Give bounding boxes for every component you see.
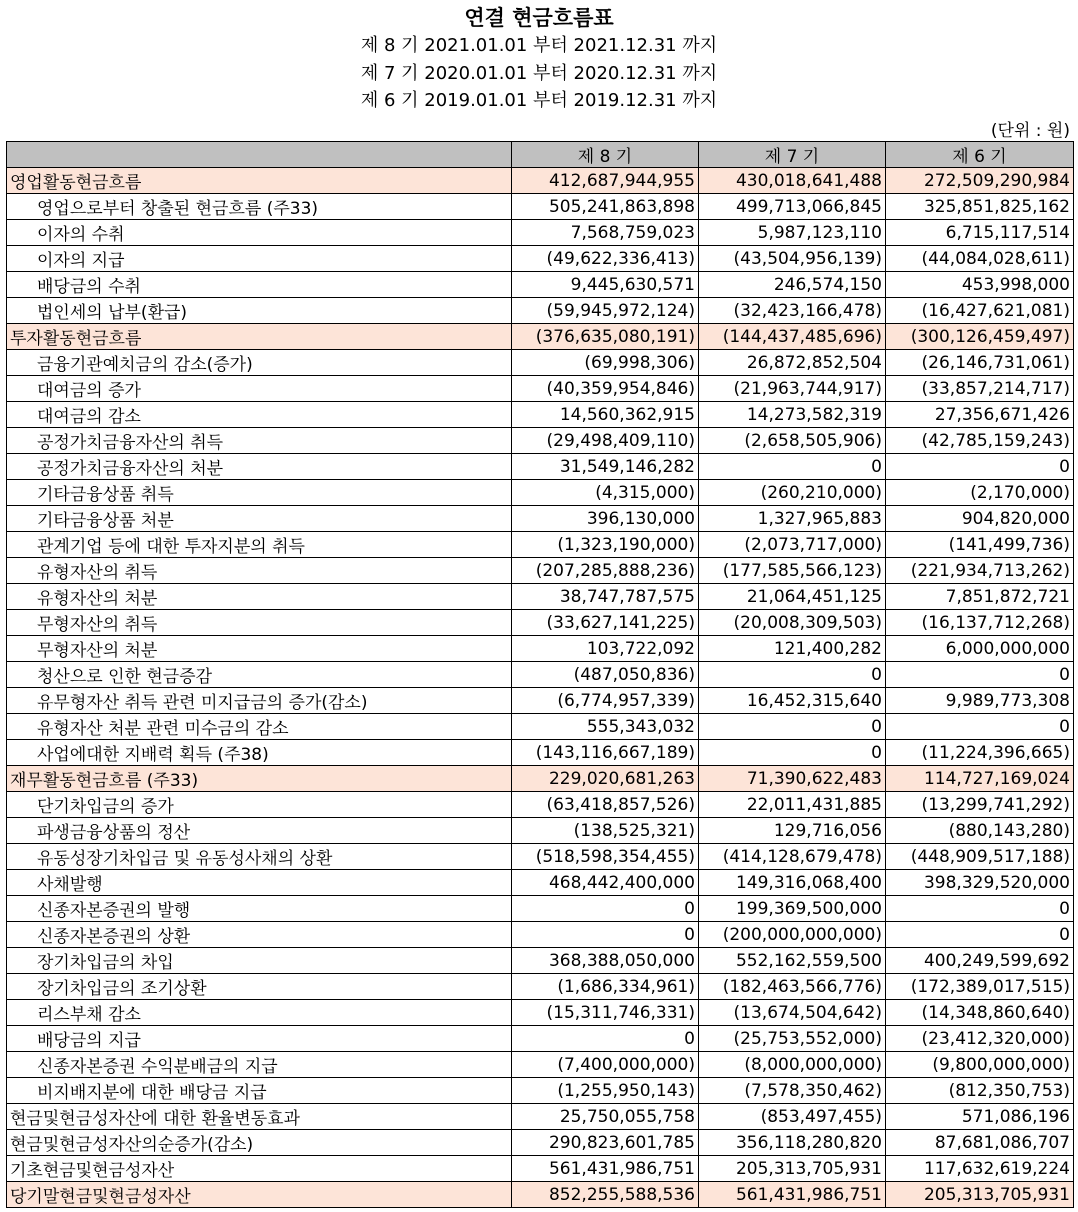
table-row bbox=[7, 974, 1074, 1000]
row-value: (25,753,552,000) bbox=[699, 1026, 886, 1052]
row-value: 0 bbox=[699, 714, 886, 740]
table-row bbox=[7, 662, 1074, 688]
row-value: (9,800,000,000) bbox=[886, 1052, 1074, 1078]
row-value: 561,431,986,751 bbox=[512, 1156, 699, 1182]
row-value: 5,987,123,110 bbox=[699, 220, 886, 246]
row-value: 14,560,362,915 bbox=[512, 402, 699, 428]
row-value: (812,350,753) bbox=[886, 1078, 1074, 1104]
row-label: 단기차입금의 증가 bbox=[7, 792, 512, 818]
row-value: 38,747,787,575 bbox=[512, 584, 699, 610]
row-value: 904,820,000 bbox=[886, 506, 1074, 532]
row-value: 852,255,588,536 bbox=[512, 1182, 699, 1208]
row-value: 0 bbox=[699, 740, 886, 766]
row-value: (13,674,504,642) bbox=[699, 1000, 886, 1026]
row-value: (13,299,741,292) bbox=[886, 792, 1074, 818]
table-row bbox=[7, 870, 1074, 896]
row-value: 7,568,759,023 bbox=[512, 220, 699, 246]
row-value: 561,431,986,751 bbox=[699, 1182, 886, 1208]
row-value: 9,989,773,308 bbox=[886, 688, 1074, 714]
table-row bbox=[7, 948, 1074, 974]
row-label: 기타금융상품 처분 bbox=[7, 506, 512, 532]
row-value: (4,315,000) bbox=[512, 480, 699, 506]
period-line: 제 7 기 2020.01.01 부터 2020.12.31 까지 bbox=[360, 63, 718, 84]
period-line: 제 8 기 2021.01.01 부터 2021.12.31 까지 bbox=[360, 35, 718, 56]
row-label: 신종자본증권의 발행 bbox=[7, 896, 512, 922]
row-value: 0 bbox=[886, 662, 1074, 688]
table-row bbox=[7, 1026, 1074, 1052]
row-label: 유형자산 처분 관련 미수금의 감소 bbox=[7, 714, 512, 740]
row-value: (172,389,017,515) bbox=[886, 974, 1074, 1000]
row-value: 499,713,066,845 bbox=[699, 194, 886, 220]
row-value: 0 bbox=[512, 1026, 699, 1052]
table-row bbox=[7, 844, 1074, 870]
row-label: 관계기업 등에 대한 투자지분의 취득 bbox=[7, 532, 512, 558]
row-value: (11,224,396,665) bbox=[886, 740, 1074, 766]
row-value: (23,412,320,000) bbox=[886, 1026, 1074, 1052]
row-value: (200,000,000,000) bbox=[699, 922, 886, 948]
header-label bbox=[7, 142, 512, 168]
row-label: 배당금의 수취 bbox=[7, 272, 512, 298]
row-value: 398,329,520,000 bbox=[886, 870, 1074, 896]
table-row bbox=[7, 350, 1074, 376]
header-period-6: 제 6 기 bbox=[886, 142, 1074, 168]
row-value: 22,011,431,885 bbox=[699, 792, 886, 818]
row-value: 103,722,092 bbox=[512, 636, 699, 662]
table-row bbox=[7, 636, 1074, 662]
row-value: 0 bbox=[699, 454, 886, 480]
row-label: 금융기관예치금의 감소(증가) bbox=[7, 350, 512, 376]
unit-label: (단위 : 원) bbox=[990, 121, 1070, 141]
row-value: (143,116,667,189) bbox=[512, 740, 699, 766]
table-row bbox=[7, 896, 1074, 922]
row-label: 현금및현금성자산에 대한 환율변동효과 bbox=[7, 1104, 512, 1130]
table-row bbox=[7, 740, 1074, 766]
row-value: 0 bbox=[699, 662, 886, 688]
row-value: (42,785,159,243) bbox=[886, 428, 1074, 454]
row-value: 9,445,630,571 bbox=[512, 272, 699, 298]
row-value: 229,020,681,263 bbox=[512, 766, 699, 792]
row-label: 사업에대한 지배력 획득 (주38) bbox=[7, 740, 512, 766]
header-period-7: 제 7 기 bbox=[699, 142, 886, 168]
row-label: 영업활동현금흐름 bbox=[7, 168, 512, 194]
row-value: (1,323,190,000) bbox=[512, 532, 699, 558]
row-value: 6,000,000,000 bbox=[886, 636, 1074, 662]
row-value: (221,934,713,262) bbox=[886, 558, 1074, 584]
row-value: 356,118,280,820 bbox=[699, 1130, 886, 1156]
row-label: 기타금융상품 취득 bbox=[7, 480, 512, 506]
row-value: (16,427,621,081) bbox=[886, 298, 1074, 324]
row-label: 유형자산의 처분 bbox=[7, 584, 512, 610]
table-row bbox=[7, 1182, 1074, 1208]
row-value: 129,716,056 bbox=[699, 818, 886, 844]
row-value: (376,635,080,191) bbox=[512, 324, 699, 350]
table-row bbox=[7, 610, 1074, 636]
table-row bbox=[7, 246, 1074, 272]
row-value: (59,945,972,124) bbox=[512, 298, 699, 324]
row-label: 이자의 지급 bbox=[7, 246, 512, 272]
row-value: (15,311,746,331) bbox=[512, 1000, 699, 1026]
table-row bbox=[7, 324, 1074, 350]
row-value: (69,998,306) bbox=[512, 350, 699, 376]
row-value: 552,162,559,500 bbox=[699, 948, 886, 974]
row-label: 현금및현금성자산의순증가(감소) bbox=[7, 1130, 512, 1156]
row-value: 412,687,944,955 bbox=[512, 168, 699, 194]
row-label: 무형자산의 취득 bbox=[7, 610, 512, 636]
row-value: 205,313,705,931 bbox=[699, 1156, 886, 1182]
table-row bbox=[7, 1078, 1074, 1104]
row-label: 유형자산의 취득 bbox=[7, 558, 512, 584]
row-label: 재무활동현금흐름 (주33) bbox=[7, 766, 512, 792]
row-value: (21,963,744,917) bbox=[699, 376, 886, 402]
row-value: (182,463,566,776) bbox=[699, 974, 886, 1000]
row-label: 신종자본증권의 상환 bbox=[7, 922, 512, 948]
row-value: (2,658,505,906) bbox=[699, 428, 886, 454]
row-value: 0 bbox=[512, 922, 699, 948]
row-value: 14,273,582,319 bbox=[699, 402, 886, 428]
row-label: 신종자본증권 수익분배금의 지급 bbox=[7, 1052, 512, 1078]
row-value: (29,498,409,110) bbox=[512, 428, 699, 454]
row-value: (20,008,309,503) bbox=[699, 610, 886, 636]
row-value: (144,437,485,696) bbox=[699, 324, 886, 350]
row-value: 272,509,290,984 bbox=[886, 168, 1074, 194]
row-label: 비지배지분에 대한 배당금 지급 bbox=[7, 1078, 512, 1104]
row-value: 325,851,825,162 bbox=[886, 194, 1074, 220]
table-row bbox=[7, 428, 1074, 454]
row-label: 사채발행 bbox=[7, 870, 512, 896]
row-value: (43,504,956,139) bbox=[699, 246, 886, 272]
row-value: (49,622,336,413) bbox=[512, 246, 699, 272]
row-value: 199,369,500,000 bbox=[699, 896, 886, 922]
row-value: 149,316,068,400 bbox=[699, 870, 886, 896]
table-row bbox=[7, 584, 1074, 610]
row-value: (880,143,280) bbox=[886, 818, 1074, 844]
row-value: (7,400,000,000) bbox=[512, 1052, 699, 1078]
row-label: 배당금의 지급 bbox=[7, 1026, 512, 1052]
row-value: 71,390,622,483 bbox=[699, 766, 886, 792]
table-row bbox=[7, 402, 1074, 428]
table-row bbox=[7, 454, 1074, 480]
row-label: 투자활동현금흐름 bbox=[7, 324, 512, 350]
row-value: (138,525,321) bbox=[512, 818, 699, 844]
row-value: (63,418,857,526) bbox=[512, 792, 699, 818]
table-row bbox=[7, 688, 1074, 714]
row-value: 26,872,852,504 bbox=[699, 350, 886, 376]
row-value: 117,632,619,224 bbox=[886, 1156, 1074, 1182]
row-label: 공정가치금융자산의 처분 bbox=[7, 454, 512, 480]
row-label: 법인세의 납부(환급) bbox=[7, 298, 512, 324]
row-value: (300,126,459,497) bbox=[886, 324, 1074, 350]
table-row bbox=[7, 766, 1074, 792]
row-value: (6,774,957,339) bbox=[512, 688, 699, 714]
row-value: (177,585,566,123) bbox=[699, 558, 886, 584]
period-line: 제 6 기 2019.01.01 부터 2019.12.31 까지 bbox=[360, 90, 718, 111]
table-row bbox=[7, 168, 1074, 194]
row-label: 유동성장기차입금 및 유동성사채의 상환 bbox=[7, 844, 512, 870]
row-label: 유무형자산 취득 관련 미지급금의 증가(감소) bbox=[7, 688, 512, 714]
row-value: 0 bbox=[886, 922, 1074, 948]
statement-title: 연결 현금흐름표 bbox=[464, 6, 614, 30]
row-value: 1,327,965,883 bbox=[699, 506, 886, 532]
row-value: 468,442,400,000 bbox=[512, 870, 699, 896]
row-value: 571,086,196 bbox=[886, 1104, 1074, 1130]
row-value: 505,241,863,898 bbox=[512, 194, 699, 220]
table-header-row bbox=[7, 142, 1074, 168]
row-value: 430,018,641,488 bbox=[699, 168, 886, 194]
row-label: 파생금융상품의 정산 bbox=[7, 818, 512, 844]
row-value: 0 bbox=[886, 454, 1074, 480]
table-row bbox=[7, 1156, 1074, 1182]
row-label: 리스부채 감소 bbox=[7, 1000, 512, 1026]
row-value: 27,356,671,426 bbox=[886, 402, 1074, 428]
row-label: 공정가치금융자산의 취득 bbox=[7, 428, 512, 454]
table-row bbox=[7, 376, 1074, 402]
row-value: (33,857,214,717) bbox=[886, 376, 1074, 402]
row-value: 0 bbox=[512, 896, 699, 922]
table-row bbox=[7, 922, 1074, 948]
row-value: 205,313,705,931 bbox=[886, 1182, 1074, 1208]
row-value: (14,348,860,640) bbox=[886, 1000, 1074, 1026]
row-value: (853,497,455) bbox=[699, 1104, 886, 1130]
row-value: 21,064,451,125 bbox=[699, 584, 886, 610]
table-row bbox=[7, 818, 1074, 844]
table-row bbox=[7, 480, 1074, 506]
row-label: 대여금의 감소 bbox=[7, 402, 512, 428]
row-value: (44,084,028,611) bbox=[886, 246, 1074, 272]
row-value: 246,574,150 bbox=[699, 272, 886, 298]
table-row bbox=[7, 194, 1074, 220]
row-label: 이자의 수취 bbox=[7, 220, 512, 246]
row-value: (16,137,712,268) bbox=[886, 610, 1074, 636]
row-label: 청산으로 인한 현금증감 bbox=[7, 662, 512, 688]
row-value: 87,681,086,707 bbox=[886, 1130, 1074, 1156]
row-value: 368,388,050,000 bbox=[512, 948, 699, 974]
row-value: (7,578,350,462) bbox=[699, 1078, 886, 1104]
row-value: 114,727,169,024 bbox=[886, 766, 1074, 792]
row-label: 영업으로부터 창출된 현금흐름 (주33) bbox=[7, 194, 512, 220]
table-row bbox=[7, 792, 1074, 818]
row-value: (1,255,950,143) bbox=[512, 1078, 699, 1104]
row-value: 0 bbox=[886, 714, 1074, 740]
table-row bbox=[7, 220, 1074, 246]
row-label: 무형자산의 처분 bbox=[7, 636, 512, 662]
row-value: 6,715,117,514 bbox=[886, 220, 1074, 246]
table-row bbox=[7, 506, 1074, 532]
table-row bbox=[7, 714, 1074, 740]
cash-flow-table bbox=[6, 141, 1074, 1208]
row-value: 555,343,032 bbox=[512, 714, 699, 740]
row-value: (414,128,679,478) bbox=[699, 844, 886, 870]
row-value: (40,359,954,846) bbox=[512, 376, 699, 402]
row-value: 16,452,315,640 bbox=[699, 688, 886, 714]
row-value: 0 bbox=[886, 896, 1074, 922]
table-row bbox=[7, 1000, 1074, 1026]
row-label: 대여금의 증가 bbox=[7, 376, 512, 402]
table-row bbox=[7, 1104, 1074, 1130]
row-value: (33,627,141,225) bbox=[512, 610, 699, 636]
row-label: 기초현금및현금성자산 bbox=[7, 1156, 512, 1182]
row-value: 25,750,055,758 bbox=[512, 1104, 699, 1130]
row-value: (518,598,354,455) bbox=[512, 844, 699, 870]
row-value: 31,549,146,282 bbox=[512, 454, 699, 480]
row-value: (2,170,000) bbox=[886, 480, 1074, 506]
row-value: 290,823,601,785 bbox=[512, 1130, 699, 1156]
row-value: (260,210,000) bbox=[699, 480, 886, 506]
row-value: 396,130,000 bbox=[512, 506, 699, 532]
row-value: (207,285,888,236) bbox=[512, 558, 699, 584]
table-row bbox=[7, 1130, 1074, 1156]
row-value: (32,423,166,478) bbox=[699, 298, 886, 324]
table-row bbox=[7, 272, 1074, 298]
table-row bbox=[7, 298, 1074, 324]
row-value: (487,050,836) bbox=[512, 662, 699, 688]
header-period-8: 제 8 기 bbox=[512, 142, 699, 168]
row-value: (448,909,517,188) bbox=[886, 844, 1074, 870]
table-row bbox=[7, 1052, 1074, 1078]
row-value: 453,998,000 bbox=[886, 272, 1074, 298]
row-value: 7,851,872,721 bbox=[886, 584, 1074, 610]
row-value: (141,499,736) bbox=[886, 532, 1074, 558]
row-label: 장기차입금의 조기상환 bbox=[7, 974, 512, 1000]
table-row bbox=[7, 558, 1074, 584]
row-value: 400,249,599,692 bbox=[886, 948, 1074, 974]
row-value: (8,000,000,000) bbox=[699, 1052, 886, 1078]
row-value: (26,146,731,061) bbox=[886, 350, 1074, 376]
table-row bbox=[7, 532, 1074, 558]
row-value: 121,400,282 bbox=[699, 636, 886, 662]
row-value: (1,686,334,961) bbox=[512, 974, 699, 1000]
row-value: (2,073,717,000) bbox=[699, 532, 886, 558]
row-label: 장기차입금의 차입 bbox=[7, 948, 512, 974]
row-label: 당기말현금및현금성자산 bbox=[7, 1182, 512, 1208]
